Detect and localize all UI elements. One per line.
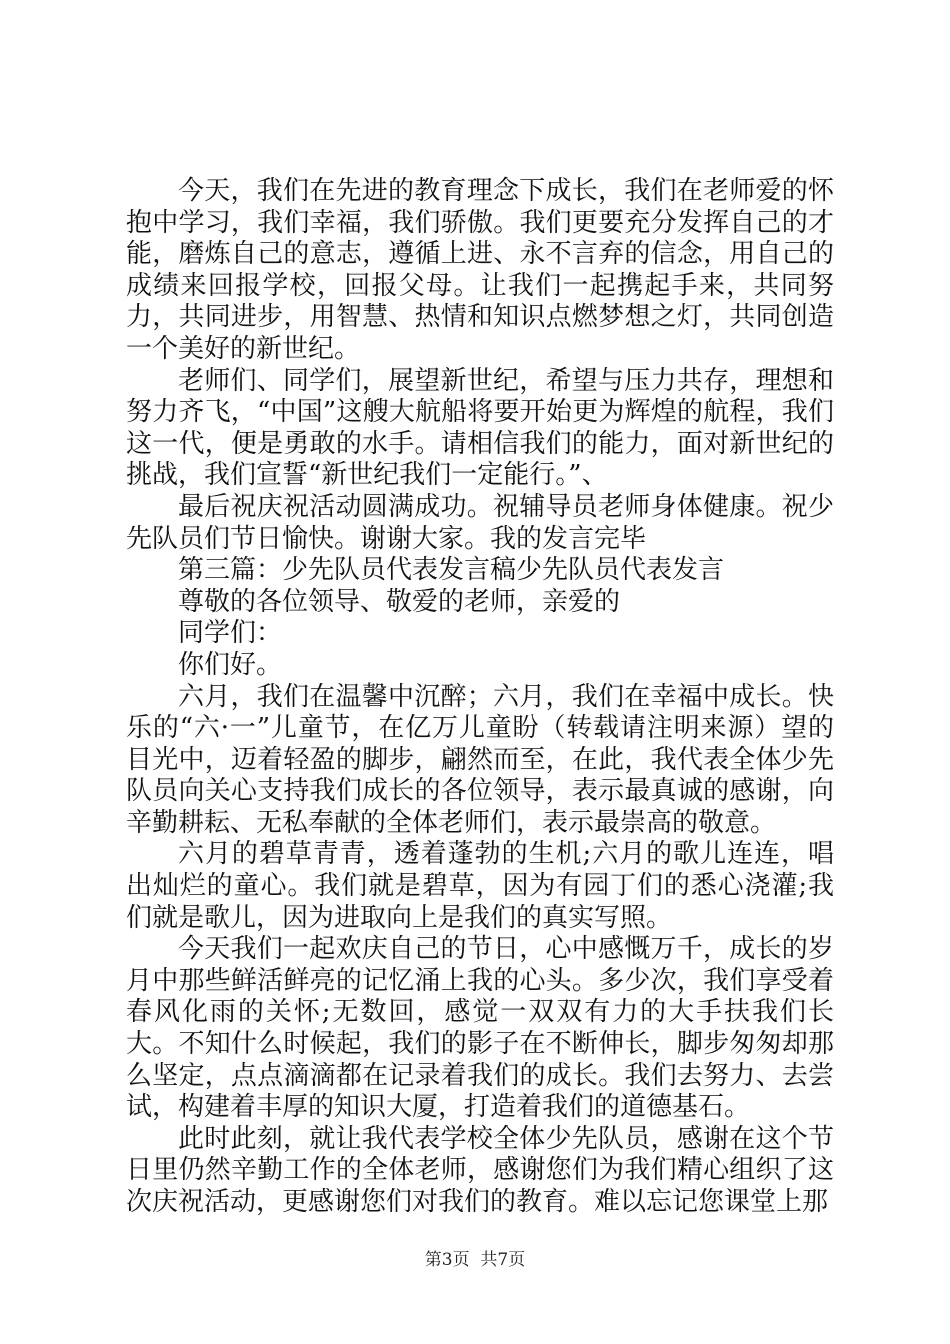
paragraph-1: 今天，我们在先进的教育理念下成长，我们在老师爱的怀抱中学习，我们幸福，我们骄傲。我们更要充分发挥自己的才能，磨炼自己的意志，遵循上进、永不言弃的信念，用自己的成绩来回报学校，回报父母。让我们一起携起手来，共同努力，共同进步，用智慧、热情和知识点燃梦想之灯，共同创造一个美好的新世纪。 bbox=[126, 176, 834, 364]
paragraph-6: 今天我们一起欢庆自己的节日，心中感慨万千，成长的岁月中那些鲜活鲜亮的记忆涌上我的心头。多少次，我们享受着春风化雨的关怀;无数回，感觉一双双有力的大手扶我们长大。不知什么时候起，我们的影子在不断伸长，脚步匆匆却那么坚定，点点滴滴都在记录着我们的成长。我们去努力、去尝试，构建着丰厚的知识大厦，打造着我们的道德基石。 bbox=[126, 934, 834, 1123]
section-heading: 第三篇：少先队员代表发言稿少先队员代表发言 bbox=[178, 555, 725, 586]
paragraph-7: 此时此刻，就让我代表学校全体少先队员，感谢在这个节日里仍然辛勤工作的全体老师，感谢您们为我们精心组织了这次庆祝活动，更感谢您们对我们的教育。难以忘记您课堂上那 bbox=[126, 1123, 834, 1217]
paragraph-2: 老师们、同学们，展望新世纪，希望与压力共存，理想和努力齐飞，“中国”这艘大航船将要开始更为辉煌的航程，我们这一代，便是勇敢的水手。请相信我们的能力，面对新世纪的挑战，我们宣誓“新世纪我们一定能行。”、 bbox=[126, 365, 834, 491]
paragraph-5: 六月的碧草青青，透着蓬勃的生机;六月的歌儿连连，唱出灿烂的童心。我们就是碧草，因为有园丁们的悉心浇灌;我们就是歌儿，因为进取向上是我们的真实写照。 bbox=[126, 839, 834, 933]
page-number: 第3页 共7页 bbox=[424, 1250, 526, 1270]
salutation-line-2: 同学们： bbox=[178, 618, 283, 649]
document-body bbox=[126, 176, 834, 1219]
paragraph-3: 最后祝庆祝活动圆满成功。祝辅导员老师身体健康。祝少先队员们节日愉快。谢谢大家。我的发言完毕 bbox=[126, 491, 834, 554]
salutation-line-1: 尊敬的各位领导、敬爱的老师，亲爱的 bbox=[178, 586, 621, 617]
greeting: 你们好。 bbox=[178, 649, 283, 680]
paragraph-4: 六月，我们在温馨中沉醉；六月，我们在幸福中成长。快乐的“六·一”儿童节，在亿万儿童盼（转载请注明来源）望的目光中，迈着轻盈的脚步，翩然而至，在此，我代表全体少先队员向关心支持我们成长的各位领导，表示最真诚的感谢，向辛勤耕耘、无私奉献的全体老师们，表示最崇高的敬意。 bbox=[126, 681, 834, 838]
page-footer bbox=[0, 1245, 950, 1270]
